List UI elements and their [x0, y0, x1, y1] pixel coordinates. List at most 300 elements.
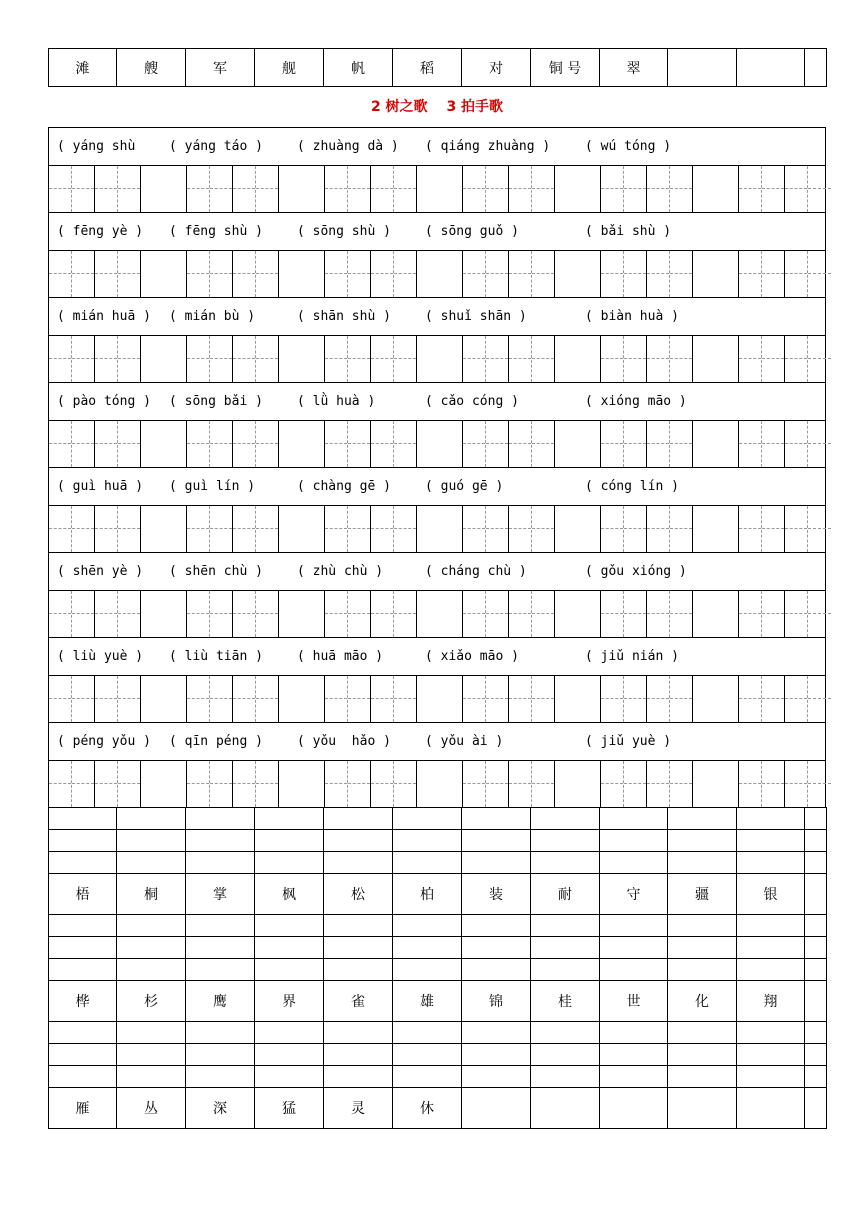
writing-box-group[interactable] — [463, 761, 601, 807]
blank-cell[interactable] — [393, 1022, 462, 1044]
writing-cell[interactable] — [394, 251, 417, 297]
writing-cell[interactable] — [785, 761, 808, 807]
blank-cell[interactable] — [462, 1044, 531, 1066]
writing-box-group[interactable] — [463, 421, 601, 467]
blank-cell[interactable] — [805, 830, 827, 852]
writing-cell[interactable] — [256, 336, 279, 382]
blank-cell[interactable] — [324, 852, 393, 874]
writing-cell[interactable] — [624, 251, 647, 297]
writing-cell[interactable] — [72, 506, 95, 552]
writing-cell[interactable] — [72, 676, 95, 722]
writing-cell[interactable] — [210, 676, 233, 722]
writing-cell[interactable] — [509, 506, 532, 552]
blank-cell[interactable] — [393, 830, 462, 852]
writing-cell[interactable] — [739, 591, 762, 637]
writing-cell[interactable] — [118, 421, 141, 467]
blank-cell[interactable] — [186, 1044, 255, 1066]
writing-cell[interactable] — [739, 421, 762, 467]
writing-cell[interactable] — [72, 251, 95, 297]
writing-cell[interactable] — [325, 251, 348, 297]
writing-cell[interactable] — [762, 251, 785, 297]
writing-cell[interactable] — [394, 166, 417, 212]
writing-cell[interactable] — [601, 506, 624, 552]
writing-cell[interactable] — [95, 676, 118, 722]
writing-cell[interactable] — [118, 506, 141, 552]
blank-cell[interactable] — [117, 852, 186, 874]
writing-cell[interactable] — [808, 166, 831, 212]
blank-cell[interactable] — [186, 1066, 255, 1088]
blank-cell[interactable] — [186, 937, 255, 959]
blank-cell[interactable] — [600, 830, 668, 852]
blank-cell[interactable] — [462, 1066, 531, 1088]
writing-cell[interactable] — [647, 336, 670, 382]
writing-box-group[interactable] — [739, 251, 831, 297]
writing-cell[interactable] — [210, 421, 233, 467]
writing-cell[interactable] — [210, 591, 233, 637]
writing-cell[interactable] — [785, 336, 808, 382]
writing-cell[interactable] — [601, 761, 624, 807]
writing-box-group[interactable] — [325, 676, 463, 722]
writing-cell[interactable] — [72, 591, 95, 637]
blank-cell[interactable] — [117, 1066, 186, 1088]
writing-cell[interactable] — [256, 591, 279, 637]
writing-cell[interactable] — [463, 336, 486, 382]
writing-box-group[interactable] — [601, 676, 739, 722]
writing-cell[interactable] — [210, 166, 233, 212]
writing-cell[interactable] — [509, 251, 532, 297]
blank-cell[interactable] — [737, 808, 805, 830]
blank-cell[interactable] — [255, 915, 324, 937]
writing-cell[interactable] — [532, 506, 555, 552]
writing-cell[interactable] — [348, 591, 371, 637]
writing-cell[interactable] — [348, 166, 371, 212]
writing-cell[interactable] — [670, 166, 693, 212]
writing-box-group[interactable] — [463, 336, 601, 382]
writing-cell[interactable] — [463, 251, 486, 297]
writing-cell[interactable] — [486, 676, 509, 722]
blank-cell[interactable] — [255, 937, 324, 959]
writing-box-group[interactable] — [601, 251, 739, 297]
blank-cell[interactable] — [600, 808, 668, 830]
writing-cell[interactable] — [233, 506, 256, 552]
writing-cell[interactable] — [325, 421, 348, 467]
writing-cell[interactable] — [509, 166, 532, 212]
blank-cell[interactable] — [805, 1066, 827, 1088]
writing-cell[interactable] — [739, 336, 762, 382]
blank-cell[interactable] — [117, 808, 186, 830]
writing-box-group[interactable] — [325, 421, 463, 467]
writing-cell[interactable] — [739, 166, 762, 212]
blank-cell[interactable] — [668, 852, 737, 874]
writing-cell[interactable] — [647, 166, 670, 212]
writing-cell[interactable] — [394, 676, 417, 722]
writing-cell[interactable] — [647, 761, 670, 807]
writing-box-group[interactable] — [601, 166, 739, 212]
writing-cell[interactable] — [624, 591, 647, 637]
writing-cell[interactable] — [532, 336, 555, 382]
writing-cell[interactable] — [601, 336, 624, 382]
blank-cell[interactable] — [531, 852, 600, 874]
blank-cell[interactable] — [462, 830, 531, 852]
writing-cell[interactable] — [739, 251, 762, 297]
writing-cell[interactable] — [325, 761, 348, 807]
blank-cell[interactable] — [805, 852, 827, 874]
blank-cell[interactable] — [668, 1022, 737, 1044]
blank-cell[interactable] — [600, 959, 668, 981]
writing-cell[interactable] — [670, 251, 693, 297]
writing-cell[interactable] — [256, 251, 279, 297]
writing-cell[interactable] — [463, 761, 486, 807]
blank-cell[interactable] — [737, 1022, 805, 1044]
blank-cell[interactable] — [49, 1044, 117, 1066]
writing-cell[interactable] — [118, 166, 141, 212]
writing-box-group[interactable] — [49, 421, 187, 467]
writing-box-group[interactable] — [739, 591, 831, 637]
writing-box-group[interactable] — [463, 591, 601, 637]
writing-cell[interactable] — [624, 676, 647, 722]
blank-cell[interactable] — [393, 1044, 462, 1066]
writing-cell[interactable] — [187, 676, 210, 722]
blank-cell[interactable] — [49, 915, 117, 937]
writing-box-group[interactable] — [49, 761, 187, 807]
writing-cell[interactable] — [509, 591, 532, 637]
writing-cell[interactable] — [233, 336, 256, 382]
blank-cell[interactable] — [805, 959, 827, 981]
blank-cell[interactable] — [255, 1066, 324, 1088]
writing-cell[interactable] — [463, 676, 486, 722]
blank-cell[interactable] — [117, 1044, 186, 1066]
writing-box-group[interactable] — [325, 251, 463, 297]
writing-cell[interactable] — [509, 676, 532, 722]
writing-cell[interactable] — [762, 676, 785, 722]
blank-cell[interactable] — [393, 1066, 462, 1088]
writing-cell[interactable] — [785, 251, 808, 297]
blank-cell[interactable] — [255, 959, 324, 981]
writing-cell[interactable] — [233, 421, 256, 467]
blank-cell[interactable] — [737, 830, 805, 852]
blank-cell[interactable] — [117, 830, 186, 852]
writing-cell[interactable] — [348, 506, 371, 552]
writing-cell[interactable] — [118, 676, 141, 722]
blank-cell[interactable] — [531, 1044, 600, 1066]
writing-cell[interactable] — [325, 506, 348, 552]
writing-cell[interactable] — [486, 506, 509, 552]
writing-cell[interactable] — [670, 591, 693, 637]
writing-cell[interactable] — [348, 676, 371, 722]
blank-cell[interactable] — [531, 915, 600, 937]
writing-cell[interactable] — [72, 336, 95, 382]
writing-cell[interactable] — [601, 676, 624, 722]
writing-cell[interactable] — [486, 591, 509, 637]
blank-cell[interactable] — [117, 937, 186, 959]
blank-cell[interactable] — [600, 1044, 668, 1066]
writing-cell[interactable] — [808, 676, 831, 722]
blank-cell[interactable] — [324, 959, 393, 981]
writing-cell[interactable] — [486, 761, 509, 807]
writing-cell[interactable] — [95, 421, 118, 467]
writing-cell[interactable] — [95, 591, 118, 637]
writing-cell[interactable] — [624, 166, 647, 212]
writing-cell[interactable] — [49, 761, 72, 807]
writing-cell[interactable] — [624, 506, 647, 552]
writing-cell[interactable] — [762, 336, 785, 382]
writing-cell[interactable] — [394, 506, 417, 552]
writing-cell[interactable] — [463, 421, 486, 467]
blank-cell[interactable] — [531, 1022, 600, 1044]
writing-cell[interactable] — [394, 336, 417, 382]
writing-cell[interactable] — [187, 166, 210, 212]
writing-cell[interactable] — [532, 676, 555, 722]
blank-cell[interactable] — [186, 808, 255, 830]
writing-cell[interactable] — [348, 761, 371, 807]
blank-cell[interactable] — [393, 808, 462, 830]
blank-cell[interactable] — [462, 1022, 531, 1044]
writing-cell[interactable] — [371, 251, 394, 297]
writing-cell[interactable] — [49, 591, 72, 637]
writing-box-group[interactable] — [187, 336, 325, 382]
writing-cell[interactable] — [371, 421, 394, 467]
blank-cell[interactable] — [324, 937, 393, 959]
writing-cell[interactable] — [72, 761, 95, 807]
blank-cell[interactable] — [324, 808, 393, 830]
blank-cell[interactable] — [462, 937, 531, 959]
blank-cell[interactable] — [737, 915, 805, 937]
blank-cell[interactable] — [600, 1066, 668, 1088]
writing-box-group[interactable] — [187, 676, 325, 722]
writing-cell[interactable] — [210, 761, 233, 807]
writing-cell[interactable] — [325, 336, 348, 382]
writing-box-group[interactable] — [601, 761, 739, 807]
writing-cell[interactable] — [647, 506, 670, 552]
writing-cell[interactable] — [624, 336, 647, 382]
writing-cell[interactable] — [210, 336, 233, 382]
writing-box-group[interactable] — [187, 761, 325, 807]
blank-cell[interactable] — [186, 1022, 255, 1044]
blank-cell[interactable] — [737, 1066, 805, 1088]
blank-cell[interactable] — [49, 852, 117, 874]
writing-cell[interactable] — [509, 761, 532, 807]
blank-cell[interactable] — [805, 1022, 827, 1044]
writing-cell[interactable] — [72, 166, 95, 212]
writing-cell[interactable] — [233, 761, 256, 807]
blank-cell[interactable] — [805, 937, 827, 959]
blank-cell[interactable] — [117, 915, 186, 937]
writing-cell[interactable] — [762, 166, 785, 212]
blank-cell[interactable] — [462, 959, 531, 981]
writing-cell[interactable] — [532, 761, 555, 807]
blank-cell[interactable] — [49, 937, 117, 959]
writing-box-group[interactable] — [325, 336, 463, 382]
blank-cell[interactable] — [668, 808, 737, 830]
writing-cell[interactable] — [95, 251, 118, 297]
writing-cell[interactable] — [808, 761, 831, 807]
writing-box-group[interactable] — [325, 166, 463, 212]
writing-cell[interactable] — [371, 761, 394, 807]
writing-cell[interactable] — [256, 676, 279, 722]
writing-cell[interactable] — [187, 506, 210, 552]
writing-box-group[interactable] — [463, 166, 601, 212]
writing-cell[interactable] — [785, 421, 808, 467]
blank-cell[interactable] — [600, 852, 668, 874]
writing-cell[interactable] — [762, 761, 785, 807]
blank-cell[interactable] — [255, 1044, 324, 1066]
writing-cell[interactable] — [486, 166, 509, 212]
writing-cell[interactable] — [785, 591, 808, 637]
writing-cell[interactable] — [348, 251, 371, 297]
writing-cell[interactable] — [463, 591, 486, 637]
blank-cell[interactable] — [805, 1044, 827, 1066]
writing-cell[interactable] — [808, 251, 831, 297]
writing-box-group[interactable] — [49, 591, 187, 637]
writing-cell[interactable] — [670, 336, 693, 382]
writing-cell[interactable] — [49, 336, 72, 382]
blank-cell[interactable] — [737, 1044, 805, 1066]
writing-box-group[interactable] — [739, 166, 831, 212]
blank-cell[interactable] — [186, 852, 255, 874]
blank-cell[interactable] — [462, 808, 531, 830]
writing-cell[interactable] — [348, 336, 371, 382]
blank-cell[interactable] — [531, 1066, 600, 1088]
writing-box-group[interactable] — [49, 506, 187, 552]
blank-cell[interactable] — [531, 830, 600, 852]
writing-cell[interactable] — [256, 506, 279, 552]
writing-cell[interactable] — [647, 251, 670, 297]
blank-cell[interactable] — [186, 915, 255, 937]
writing-box-group[interactable] — [325, 761, 463, 807]
writing-cell[interactable] — [624, 421, 647, 467]
writing-box-group[interactable] — [187, 166, 325, 212]
blank-cell[interactable] — [668, 937, 737, 959]
blank-cell[interactable] — [255, 808, 324, 830]
writing-cell[interactable] — [762, 506, 785, 552]
writing-cell[interactable] — [808, 336, 831, 382]
writing-cell[interactable] — [210, 251, 233, 297]
blank-cell[interactable] — [393, 852, 462, 874]
blank-cell[interactable] — [462, 915, 531, 937]
writing-cell[interactable] — [72, 421, 95, 467]
writing-cell[interactable] — [325, 166, 348, 212]
writing-box-group[interactable] — [187, 506, 325, 552]
writing-cell[interactable] — [49, 676, 72, 722]
writing-box-group[interactable] — [187, 591, 325, 637]
writing-box-group[interactable] — [739, 761, 831, 807]
blank-cell[interactable] — [737, 852, 805, 874]
writing-box-group[interactable] — [325, 591, 463, 637]
writing-cell[interactable] — [95, 336, 118, 382]
writing-cell[interactable] — [371, 506, 394, 552]
writing-cell[interactable] — [601, 251, 624, 297]
writing-cell[interactable] — [233, 591, 256, 637]
writing-box-group[interactable] — [601, 506, 739, 552]
writing-cell[interactable] — [486, 251, 509, 297]
writing-cell[interactable] — [233, 676, 256, 722]
writing-cell[interactable] — [394, 591, 417, 637]
blank-cell[interactable] — [668, 1066, 737, 1088]
writing-cell[interactable] — [647, 421, 670, 467]
blank-cell[interactable] — [668, 1044, 737, 1066]
writing-cell[interactable] — [49, 166, 72, 212]
writing-cell[interactable] — [601, 421, 624, 467]
writing-cell[interactable] — [785, 676, 808, 722]
writing-cell[interactable] — [187, 761, 210, 807]
blank-cell[interactable] — [255, 830, 324, 852]
blank-cell[interactable] — [49, 1022, 117, 1044]
blank-cell[interactable] — [531, 959, 600, 981]
writing-cell[interactable] — [785, 166, 808, 212]
blank-cell[interactable] — [49, 830, 117, 852]
writing-cell[interactable] — [532, 166, 555, 212]
writing-cell[interactable] — [49, 421, 72, 467]
writing-cell[interactable] — [509, 336, 532, 382]
writing-cell[interactable] — [624, 761, 647, 807]
writing-cell[interactable] — [670, 421, 693, 467]
writing-cell[interactable] — [486, 421, 509, 467]
blank-cell[interactable] — [737, 937, 805, 959]
writing-cell[interactable] — [785, 506, 808, 552]
writing-cell[interactable] — [371, 591, 394, 637]
blank-cell[interactable] — [186, 959, 255, 981]
writing-box-group[interactable] — [739, 336, 831, 382]
writing-cell[interactable] — [187, 251, 210, 297]
writing-cell[interactable] — [256, 166, 279, 212]
blank-cell[interactable] — [324, 1066, 393, 1088]
writing-cell[interactable] — [647, 676, 670, 722]
writing-cell[interactable] — [325, 591, 348, 637]
writing-box-group[interactable] — [49, 676, 187, 722]
blank-cell[interactable] — [49, 959, 117, 981]
writing-cell[interactable] — [325, 676, 348, 722]
writing-cell[interactable] — [233, 166, 256, 212]
writing-cell[interactable] — [118, 251, 141, 297]
writing-box-group[interactable] — [325, 506, 463, 552]
writing-cell[interactable] — [371, 336, 394, 382]
writing-cell[interactable] — [463, 166, 486, 212]
blank-cell[interactable] — [462, 852, 531, 874]
writing-box-group[interactable] — [463, 506, 601, 552]
writing-cell[interactable] — [762, 421, 785, 467]
writing-cell[interactable] — [210, 506, 233, 552]
blank-cell[interactable] — [393, 915, 462, 937]
writing-box-group[interactable] — [187, 251, 325, 297]
writing-cell[interactable] — [532, 591, 555, 637]
writing-cell[interactable] — [647, 591, 670, 637]
writing-cell[interactable] — [486, 336, 509, 382]
writing-box-group[interactable] — [601, 336, 739, 382]
writing-cell[interactable] — [762, 591, 785, 637]
writing-box-group[interactable] — [739, 676, 831, 722]
writing-cell[interactable] — [49, 251, 72, 297]
writing-box-group[interactable] — [739, 506, 831, 552]
writing-cell[interactable] — [394, 761, 417, 807]
writing-cell[interactable] — [670, 761, 693, 807]
blank-cell[interactable] — [600, 915, 668, 937]
blank-cell[interactable] — [324, 1044, 393, 1066]
writing-box-group[interactable] — [187, 421, 325, 467]
blank-cell[interactable] — [393, 959, 462, 981]
blank-cell[interactable] — [531, 808, 600, 830]
writing-cell[interactable] — [187, 421, 210, 467]
blank-cell[interactable] — [600, 1022, 668, 1044]
blank-cell[interactable] — [324, 830, 393, 852]
blank-cell[interactable] — [186, 830, 255, 852]
writing-cell[interactable] — [233, 251, 256, 297]
writing-cell[interactable] — [256, 421, 279, 467]
writing-cell[interactable] — [509, 421, 532, 467]
writing-cell[interactable] — [118, 591, 141, 637]
writing-cell[interactable] — [95, 166, 118, 212]
blank-cell[interactable] — [531, 937, 600, 959]
writing-cell[interactable] — [808, 591, 831, 637]
